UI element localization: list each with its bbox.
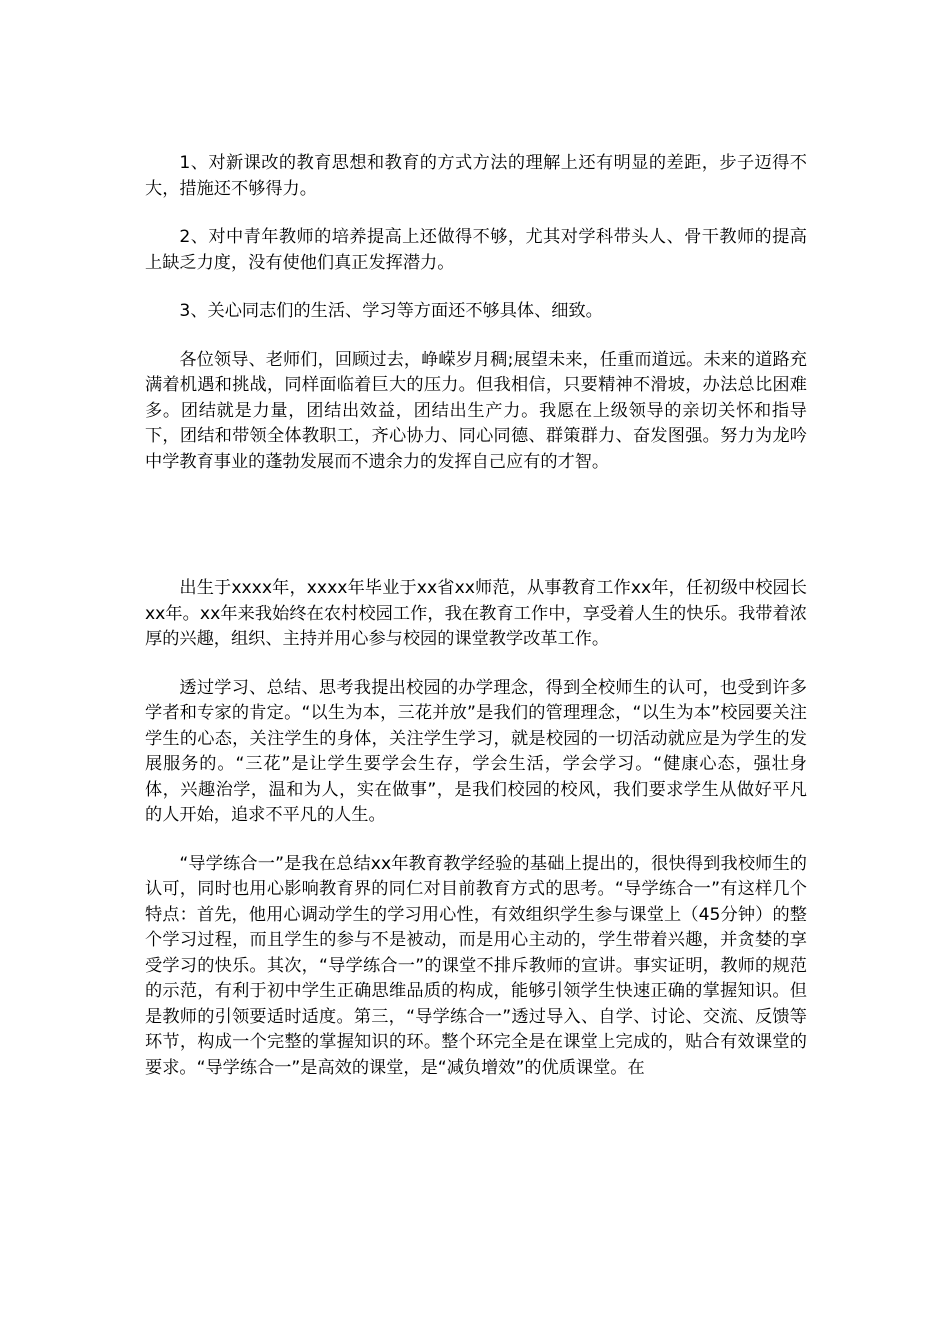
paragraph-shortcoming-3: 3、关心同志们的生活、学习等方面还不够具体、细致。: [179, 301, 603, 321]
paragraph-shortcoming-1: 1、对新课改的教育思想和教育的方式方法的理解上还有明显的差距，步子迈得不大，措施还不够得力。: [145, 153, 807, 199]
paragraph-school-philosophy: 透过学习、总结、思考我提出校园的办学理念，得到全校师生的认可，也受到许多学者和专家的肯定。“以生为本，三花并放”是我们的管理理念，“以生为本”校园要关注学生的心态，关注学生的身体，关注学生学习，就是校园的一切活动就应是为学生的发展服务的。“三花”是让学生要学会生存，学会生活，学会学习。“健康心态，强壮身体，兴趣治学，温和为人，实在做事”，是我们校园的校风，我们要求学生从做好平凡的人开始，追求不平凡的人生。: [145, 677, 807, 825]
document-page: [145, 151, 807, 1081]
paragraph-teaching-method: “导学练合一”是我在总结xx年教育教学经验的基础上提出的，很快得到我校师生的认可，同时也用心影响教育界的同仁对目前教育方式的思考。“导学练合一”有这样几个特点：首先，他用心调动学生的学习用心性，有效组织学生参与课堂上（45分钟）的整个学习过程，而且学生的参与不是被动，而是用心主动的，学生带着兴趣，并贪婪的享受学习的快乐。其次，“导学练合一”的课堂不排斥教师的宣讲。事实证明，教师的规范的示范，有利于初中学生正确思维品质的构成，能够引领学生快速正确的掌握知识。但是教师的引领要适时适度。第三，“导学练合一”透过导入、自学、讨论、交流、反馈等环节，构成一个完整的掌握知识的环。整个环完全是在课堂上完成的，贴合有效课堂的要求。“导学练合一”是高效的课堂，是“减负增效”的优质课堂。在: [145, 853, 807, 1078]
paragraph-closing: 各位领导、老师们，回顾过去，峥嵘岁月稠;展望未来，任重而道远。未来的道路充满着机遇和挑战，同样面临着巨大的压力。但我相信，只要精神不滑坡，办法总比困难多。团结就是力量，团结出效益，团结出生产力。我愿在上级领导的亲切关怀和指导下，团结和带领全体教职工，齐心协力、同心同德、群策群力、奋发图强。努力为龙吟中学教育事业的蓬勃发展而不遗余力的发挥自己应有的才智。: [145, 349, 807, 472]
paragraph-shortcoming-2: 2、对中青年教师的培养提高上还做得不够，尤其对学科带头人、骨干教师的提高上缺乏力度，没有使他们真正发挥潜力。: [145, 227, 807, 273]
paragraph-biography: 出生于xxxx年，xxxx年毕业于xx省xx师范，从事教育工作xx年，任初级中校园长xx年。xx年来我始终在农村校园工作，我在教育工作中，享受着人生的快乐。我带着浓厚的兴趣，组织、主持并用心参与校园的课堂教学改革工作。: [145, 578, 807, 649]
